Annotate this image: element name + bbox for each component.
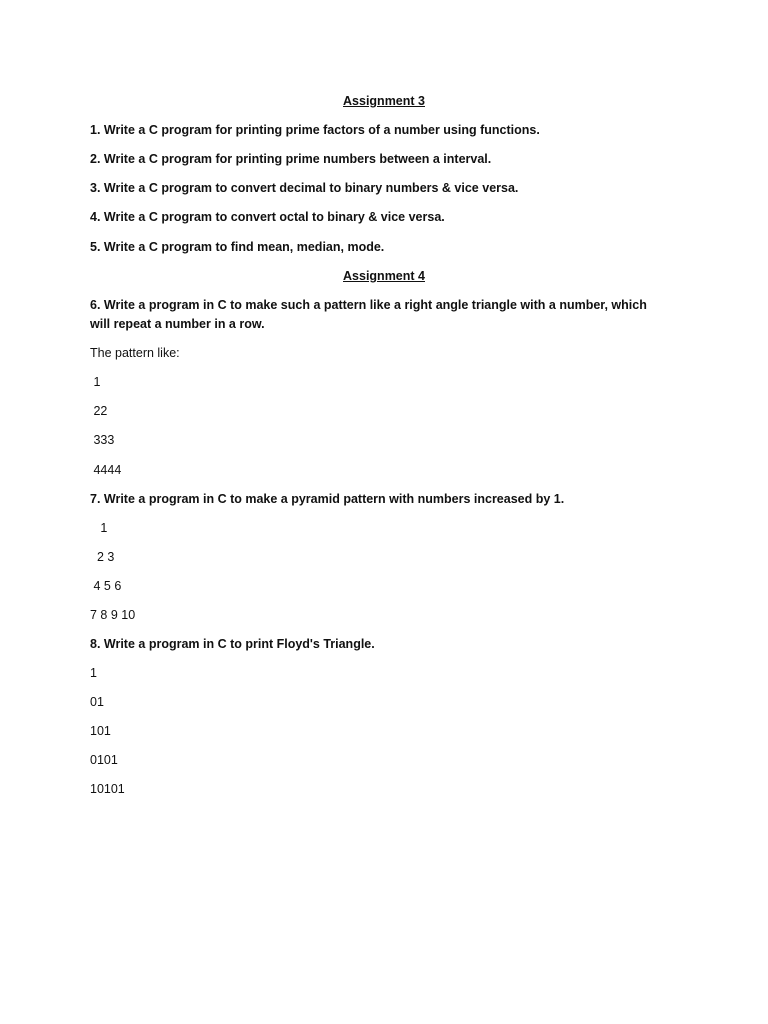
pattern-3-line: 0101: [90, 753, 118, 767]
question-4: 4. Write a C program to convert octal to binary & vice versa.: [90, 210, 445, 224]
question-1: 1. Write a C program for printing prime factors of a number using functions.: [90, 123, 540, 137]
pattern-1-line: 22: [90, 404, 108, 418]
pattern-3-line: 01: [90, 695, 104, 709]
pattern-2-line: 7 8 9 10: [90, 608, 136, 622]
pattern-2-line: 1: [90, 521, 108, 535]
pattern-1-line: 333: [90, 433, 115, 447]
pattern-intro: The pattern like:: [90, 346, 180, 360]
pattern-1-line: 4444: [90, 463, 122, 477]
pattern-3-line: 1: [90, 666, 97, 680]
assignment-3-heading: Assignment 3: [343, 94, 425, 108]
pattern-2-line: 2 3: [90, 550, 115, 564]
pattern-1-line: 1: [90, 375, 101, 389]
question-5: 5. Write a C program to find mean, median, mode.: [90, 240, 385, 254]
pattern-3-line: 10101: [90, 782, 125, 796]
pattern-2-line: 4 5 6: [90, 579, 122, 593]
assignment-4-heading: Assignment 4: [343, 269, 425, 283]
question-3: 3. Write a C program to convert decimal to binary numbers & vice versa.: [90, 181, 519, 195]
question-2: 2. Write a C program for printing prime numbers between a interval.: [90, 152, 492, 166]
pattern-3-line: 101: [90, 724, 111, 738]
question-8: 8. Write a program in C to print Floyd's Triangle.: [90, 637, 375, 651]
question-7: 7. Write a program in C to make a pyramid pattern with numbers increased by 1.: [90, 492, 565, 506]
question-6: 6. Write a program in C to make such a pattern like a right angle triangle with a number, which will repeat a number in a row.: [90, 298, 647, 331]
